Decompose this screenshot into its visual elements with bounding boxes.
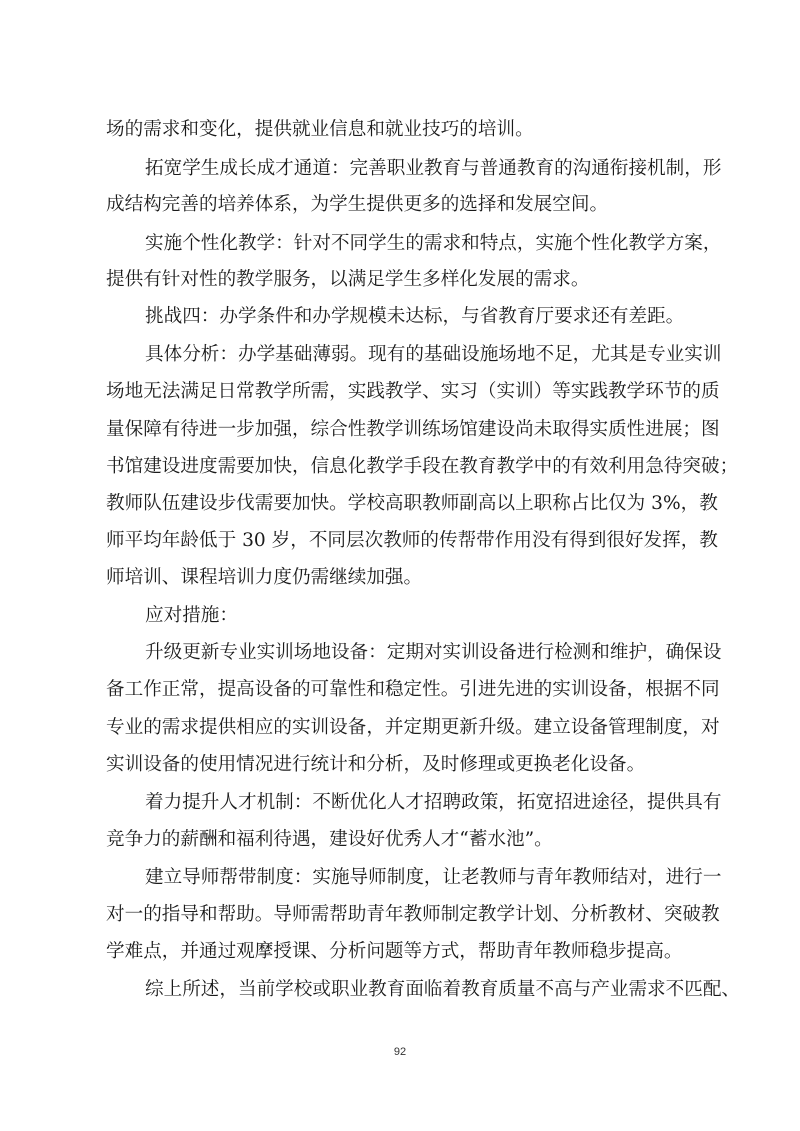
paragraph-line: 场地无法满足日常教学所需，实践教学、实习（实训）等实践教学环节的质 — [106, 381, 720, 402]
paragraph-line: 提供有针对性的教学服务，以满足学生多样化发展的需求。 — [106, 269, 590, 290]
page-number: 92 — [393, 1046, 407, 1058]
paragraph-line: 量保障有待进一步加强，综合性教学训练场馆建设尚未取得实质性进展；图 — [106, 419, 720, 440]
paragraph-line: 建立导师帮带制度：实施导师制度，让老教师与青年教师结对，进行一 — [145, 867, 722, 888]
paragraph-line: 书馆建设进度需要加快，信息化教学手段在教育教学中的有效利用急待突破； — [106, 456, 739, 477]
paragraph-line: 备工作正常，提高设备的可靠性和稳定性。引进先进的实训设备，根据不同 — [106, 679, 720, 700]
paragraph-line: 成结构完善的培养体系，为学生提供更多的选择和发展空间。 — [106, 194, 609, 215]
paragraph-line: 竞争力的薪酬和福利待遇，建设好优秀人才“蓄水池”。 — [106, 829, 553, 850]
paragraph-line: 升级更新专业实训场地设备：定期对实训设备进行检测和维护，确保设 — [145, 642, 722, 663]
paragraph-line: 师培训、课程培训力度仍需继续加强。 — [106, 567, 423, 588]
paragraph-line: 实施个性化教学：针对不同学生的需求和特点，实施个性化教学方案， — [145, 233, 722, 254]
paragraph-line: 具体分析：办学基础薄弱。现有的基础设施场地不足，尤其是专业实训 — [145, 344, 722, 365]
paragraph-line: 教师队伍建设步伐需要加快。学校高职教师副高以上职称占比仅为 3%，教 — [106, 493, 718, 514]
paragraph-line: 师平均年龄低于 30 岁，不同层次教师的传帮带作用没有得到很好发挥，教 — [106, 530, 718, 551]
paragraph-line: 实训设备的使用情况进行统计和分析，及时修理或更换老化设备。 — [106, 754, 646, 775]
paragraph-line: 学难点，并通过观摩授课、分析问题等方式，帮助青年教师稳步提高。 — [106, 941, 683, 962]
paragraph-line: 对一的指导和帮助。导师需帮助青年教师制定教学计划、分析教材、突破教 — [106, 904, 720, 925]
paragraph-line: 拓宽学生成长成才通道：完善职业教育与普通教育的沟通衔接机制，形 — [145, 158, 722, 179]
section-heading: 应对措施： — [145, 605, 238, 626]
paragraph-line: 着力提升人才机制：不断优化人才招聘政策，拓宽招进途径，提供具有 — [145, 792, 722, 813]
paragraph-line: 专业的需求提供相应的实训设备，并定期更新升级。建立设备管理制度，对 — [106, 717, 720, 738]
paragraph-line: 综上所述，当前学校或职业教育面临着教育质量不高与产业需求不匹配、 — [145, 979, 741, 1000]
section-heading: 挑战四：办学条件和办学规模未达标，与省教育厅要求还有差距。 — [145, 306, 685, 327]
paragraph-line: 场的需求和变化，提供就业信息和就业技巧的培训。 — [106, 119, 534, 140]
